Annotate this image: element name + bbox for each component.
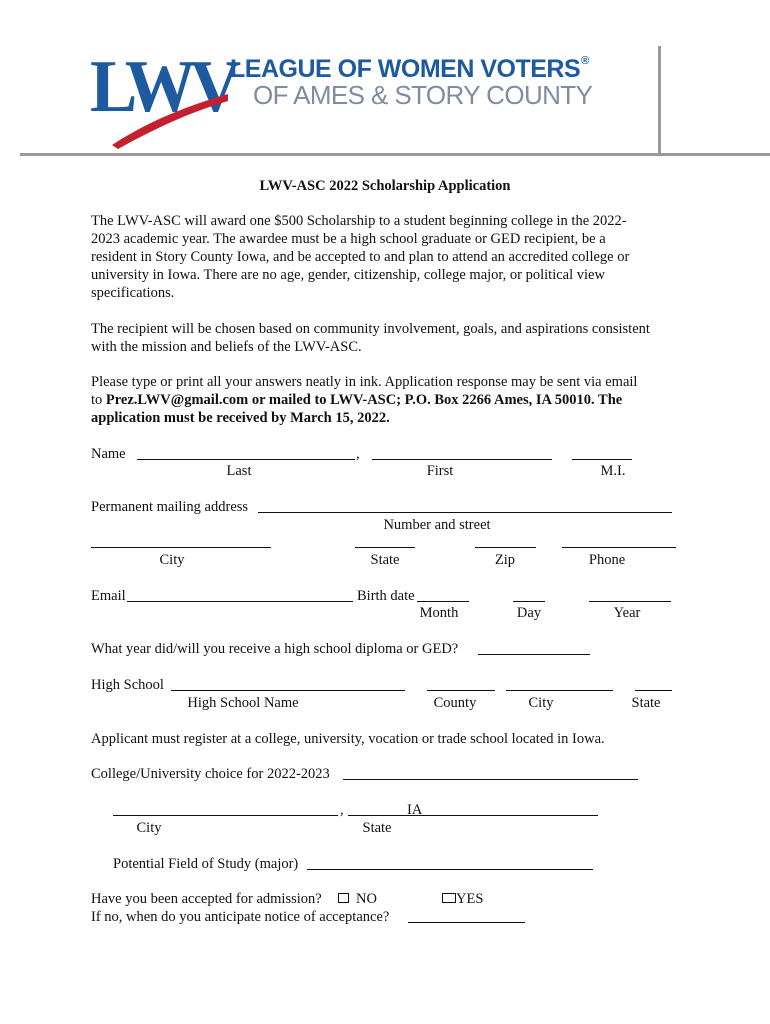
college-state-field[interactable] — [348, 815, 598, 816]
middle-initial-field[interactable] — [572, 459, 632, 460]
phone-field[interactable] — [562, 547, 676, 548]
street-caption: Number and street — [383, 517, 491, 533]
college-state-value: IA — [407, 802, 423, 818]
logo-swoosh-icon — [90, 50, 230, 150]
birth-day-field[interactable] — [513, 601, 545, 602]
yes-checkbox[interactable] — [442, 893, 456, 903]
state-field[interactable] — [355, 547, 415, 548]
college-state-caption: State — [362, 820, 392, 836]
last-name-field[interactable] — [137, 459, 355, 460]
last-name-caption: Last — [226, 463, 252, 479]
zip-caption: Zip — [494, 552, 516, 568]
month-caption: Month — [419, 605, 459, 621]
lwv-logo — [90, 45, 236, 150]
street-address-field[interactable] — [258, 512, 672, 513]
field-of-study-label: Potential Field of Study (major) — [113, 856, 299, 872]
first-name-field[interactable] — [372, 459, 552, 460]
notice-date-field[interactable] — [408, 922, 525, 923]
no-option-label: NO — [356, 891, 377, 907]
page-title: LWV-ASC 2022 Scholarship Application — [259, 178, 511, 194]
high-school-state-field[interactable] — [635, 690, 672, 691]
intro-line-1: The LWV-ASC will award one $500 Scholarship to a student beginning college in the 2022- — [91, 213, 627, 229]
logo-letters: LWV — [90, 45, 236, 128]
college-city-caption: City — [136, 820, 162, 836]
diploma-year-field[interactable] — [478, 654, 590, 655]
birth-date-label: Birth date — [357, 588, 415, 604]
first-name-caption: First — [426, 463, 454, 479]
no-checkbox[interactable] — [338, 893, 349, 903]
intro-line-3: resident in Story County Iowa, and be accepted to and plan to attend an accredited college or — [91, 249, 630, 265]
intro-line-2: 2023 academic year. The awardee must be a high school graduate or GED recipient, be a — [91, 231, 606, 247]
org-name-line2: OF AMES & STORY COUNTY — [253, 80, 593, 110]
diploma-question: What year did/will you receive a high school diploma or GED? — [91, 641, 459, 657]
city-field[interactable] — [91, 547, 271, 548]
deadline-text: application must be received by March 15, 2022. — [91, 410, 390, 426]
high-school-county-field[interactable] — [427, 690, 495, 691]
state-caption: State — [370, 552, 400, 568]
city-caption: City — [159, 552, 185, 568]
address-label: Permanent mailing address — [91, 499, 249, 515]
header-divider — [20, 153, 770, 156]
name-comma: , — [356, 446, 360, 462]
intro-line-4: university in Iowa. There are no age, gender, citizenship, college major, or political view — [91, 267, 605, 283]
org-name-line1: LEAGUE OF WOMEN VOTERS® — [230, 55, 589, 83]
high-school-name-field[interactable] — [171, 690, 405, 691]
college-comma: , — [340, 802, 344, 818]
register-note: Applicant must register at a college, university, vocation or trade school located in Iowa. — [91, 731, 605, 747]
day-caption: Day — [516, 605, 542, 621]
high-school-label: High School — [91, 677, 164, 693]
email-label: Email — [91, 588, 126, 604]
high-school-state-caption: State — [631, 695, 661, 711]
field-of-study-field[interactable] — [307, 869, 593, 870]
intro-line-5: specifications. — [91, 285, 175, 301]
college-choice-field[interactable] — [343, 779, 638, 780]
zip-field[interactable] — [475, 547, 536, 548]
year-caption: Year — [613, 605, 641, 621]
high-school-city-caption: City — [528, 695, 554, 711]
submission-address: Prez.LWV@gmail.com or mailed to LWV-ASC; P.O. Box 2266 Ames, IA 50010. The — [105, 392, 623, 408]
middle-initial-caption: M.I. — [600, 463, 626, 479]
header-vertical-divider — [658, 46, 661, 154]
accepted-question: Have you been accepted for admission? — [91, 891, 322, 907]
high-school-city-field[interactable] — [506, 690, 613, 691]
county-caption: County — [433, 695, 477, 711]
instructions-line-1: Please type or print all your answers neatly in ink. Application response may be sent via email — [91, 374, 638, 390]
instructions-line-2: to Prez.LWV@gmail.com or mailed to LWV-ASC; P.O. Box 2266 Ames, IA 50010. The — [91, 392, 623, 408]
notice-question: If no, when do you anticipate notice of acceptance? — [91, 909, 390, 925]
birth-year-field[interactable] — [589, 601, 671, 602]
phone-caption: Phone — [588, 552, 626, 568]
name-label: Name — [91, 446, 126, 462]
college-city-field[interactable] — [113, 815, 338, 816]
criteria-line-1: The recipient will be chosen based on community involvement, goals, and aspirations consistent — [91, 321, 650, 337]
email-field[interactable] — [127, 601, 353, 602]
criteria-line-2: with the mission and beliefs of the LWV-ASC. — [91, 339, 362, 355]
yes-option-label: YES — [456, 891, 484, 907]
birth-month-field[interactable] — [417, 601, 469, 602]
college-choice-label: College/University choice for 2022-2023 — [91, 766, 330, 782]
high-school-name-caption: High School Name — [187, 695, 299, 711]
